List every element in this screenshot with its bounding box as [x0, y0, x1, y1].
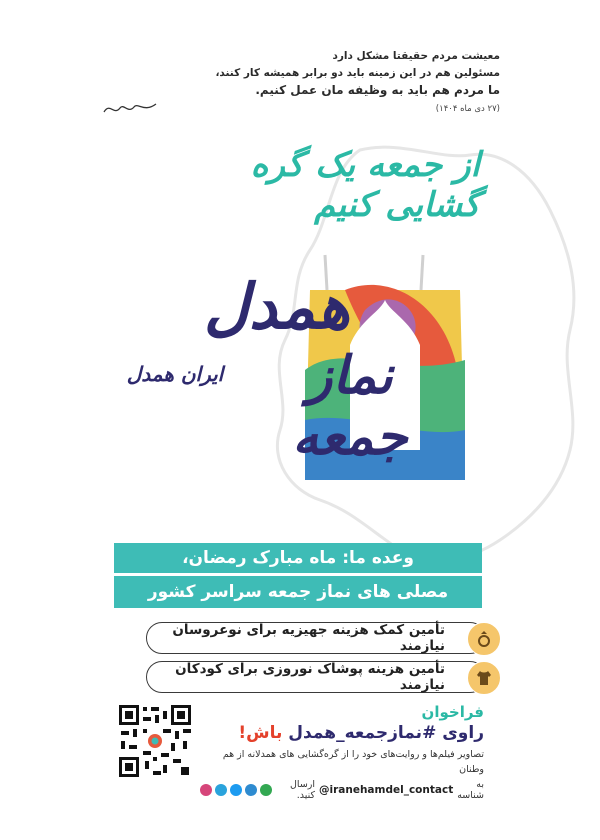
headline-text: از جمعه یک گره گشایی کنیم [250, 145, 480, 225]
logo-namaz-jomeh: نماز جمعه [292, 345, 408, 467]
goal-item [114, 622, 486, 654]
goal-label: تأمین کمک هزینه جهیزیه برای نوعروسان نیازمند [172, 622, 445, 654]
promise-band-2: مصلی های نماز جمعه سراسر کشور [114, 576, 482, 608]
quote-line-3: ما مردم هم باید به وظیفه مان عمل کنیم. [255, 83, 500, 97]
goal-item [114, 661, 486, 693]
signature-image [100, 98, 160, 118]
instagram-icon[interactable] [200, 784, 212, 796]
contact-handle[interactable]: @iranehamdel_contact [319, 784, 454, 796]
logo-iran-hamdel: ایران همدل [126, 362, 224, 386]
bale-icon[interactable] [260, 784, 272, 796]
quote-line-2: مسئولین هم در این زمینه باید دو برابر همیشه کار کنند، [215, 67, 500, 79]
call-send-line [200, 779, 484, 801]
ring-icon [467, 622, 501, 656]
call-hashtag [200, 723, 484, 743]
hashtag-suffix: باش! [238, 723, 283, 743]
call-description: تصاویر فیلم‌ها و روایت‌های خود را از گره‌گشایی های همدلانه از هم وطنان [222, 749, 484, 775]
goal-pill [146, 622, 486, 654]
eitaa-icon[interactable] [245, 784, 257, 796]
telegram-icon[interactable] [215, 784, 227, 796]
goal-pill [146, 661, 486, 693]
send-prefix: به شناسه [457, 779, 484, 801]
leader-quote [100, 48, 500, 118]
call-to-action [200, 703, 484, 801]
headline [160, 145, 480, 225]
clothing-icon [467, 661, 501, 695]
call-title: فراخوان [421, 703, 484, 721]
qr-code[interactable] [117, 703, 193, 779]
promise-band-1: وعده ما: ماه مبارک رمضان، [114, 543, 482, 573]
send-suffix: ارسال کنید. [290, 779, 315, 801]
twitter-icon[interactable] [230, 784, 242, 796]
hashtag-text: راوی #نمازجمعه_همدل [282, 723, 484, 743]
logo-hamdel: همدل [203, 270, 351, 343]
quote-line-1: معیشت مردم حقیقتا مشکل دارد [332, 50, 500, 62]
quote-date: (۲۷ دی ماه ۱۴۰۴) [435, 104, 500, 114]
goal-label: تأمین هزینه پوشاک نوروزی برای کودکان نیازمند [175, 661, 445, 693]
social-icons [200, 784, 272, 796]
